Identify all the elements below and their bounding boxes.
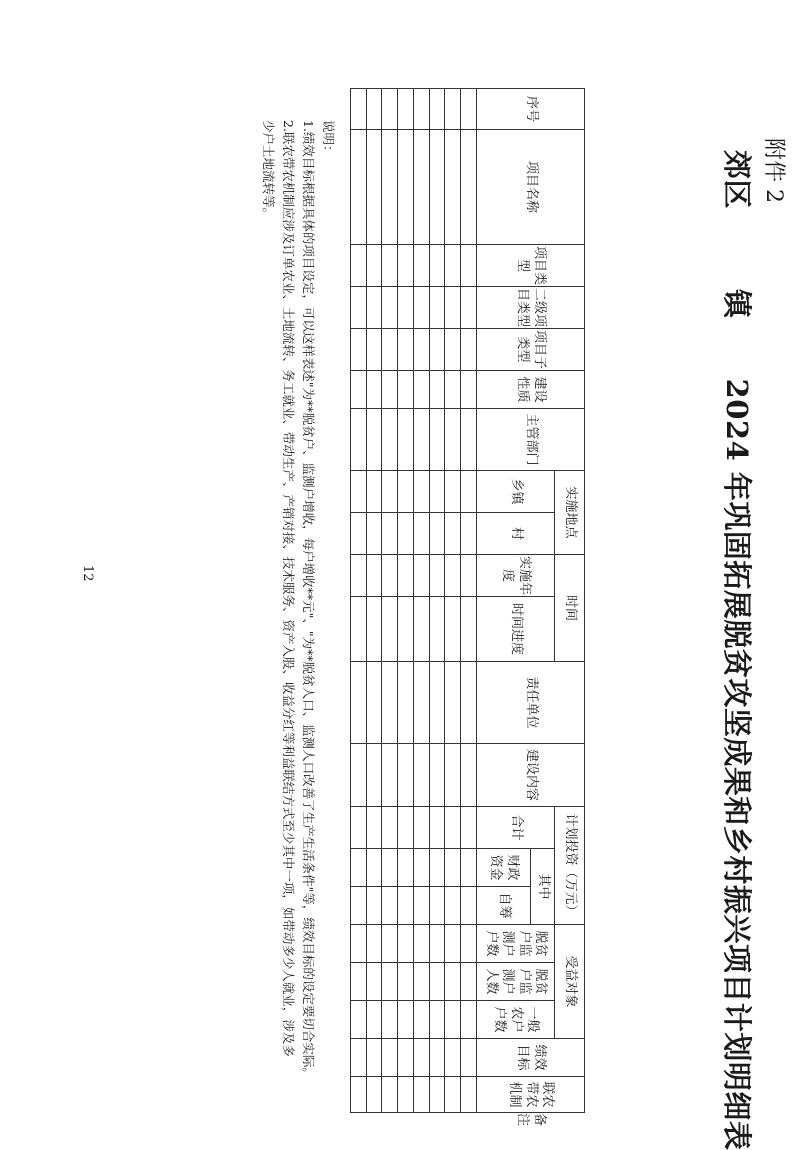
table-cell (429, 744, 445, 807)
table-cell (429, 555, 445, 597)
header-of-which: 其中 (531, 849, 555, 925)
table-cell (461, 555, 477, 597)
table-cell (398, 329, 414, 371)
table-cell (398, 887, 414, 925)
table-cell (366, 807, 382, 849)
table-cell (429, 963, 445, 1001)
notes-heading: 说明： (321, 120, 336, 158)
notes-line-2: 2.联农带农机制应涉及订单农业、土地流转、务工就业、带动生产、产销对接、技术服务、资产入股、收益分红等利益联结方式至少其中一项，如带动多少人就业，涉及多 (281, 120, 296, 1057)
table-cell (351, 1039, 367, 1077)
table-cell (382, 849, 398, 887)
header-self-raised: 自筹 (477, 887, 531, 925)
title-district: 郊区 (720, 150, 754, 210)
table-cell (445, 887, 461, 925)
table-cell (351, 555, 367, 597)
page-number: 12 (80, 565, 95, 582)
table-row (382, 89, 398, 1113)
header-beneficiaries: 受益对象 (555, 925, 585, 1039)
table-cell (445, 329, 461, 371)
header-total: 合计 (477, 807, 555, 849)
header-village: 村 (477, 513, 555, 555)
table-cell (382, 963, 398, 1001)
title-main: 2024 年巩固拓展脱贫攻坚成果和乡村振兴项目计划明细表 (720, 378, 754, 1150)
table-cell (414, 555, 430, 597)
table-cell (366, 887, 382, 925)
table-cell (445, 597, 461, 662)
table-row (461, 89, 477, 1113)
table-cell (461, 744, 477, 807)
table-row (398, 89, 414, 1113)
page-title (718, 150, 759, 1150)
table-cell (366, 245, 382, 287)
table-cell (414, 130, 430, 245)
table-cell (414, 371, 430, 409)
plan-table: 序号 项目名称 项目类型 二级项目类型 项目子类型 建设性质 主管部门 实施地点 时间 责任单位 建设内容 计划投资（万元） 受益对象 绩效目标 联农带农机制 备注 乡镇 村 实施年度 时间进度 合计 其中 脱贫户监测户户数 脱贫户监测户人数 一般农户户数 财政资金 自筹 (350, 88, 585, 1113)
notes (258, 120, 338, 1080)
table-cell (382, 471, 398, 513)
table-cell (461, 963, 477, 1001)
table-cell (429, 887, 445, 925)
table-cell (445, 130, 461, 245)
table-cell (382, 1077, 398, 1113)
table-cell (398, 409, 414, 471)
table-cell (461, 887, 477, 925)
header-performance: 绩效目标 (477, 1039, 585, 1077)
table-cell (429, 371, 445, 409)
table-cell (351, 744, 367, 807)
table-cell (429, 662, 445, 744)
table-cell (351, 513, 367, 555)
table-cell (445, 471, 461, 513)
header-location: 实施地点 (555, 471, 585, 555)
table-cell (461, 925, 477, 963)
table-cell (398, 245, 414, 287)
table-cell (429, 1077, 445, 1113)
table-cell (429, 849, 445, 887)
table-cell (366, 744, 382, 807)
table-cell (414, 89, 430, 130)
table-body (351, 89, 477, 1113)
table-cell (445, 287, 461, 329)
table-cell (366, 1001, 382, 1039)
table-cell (461, 89, 477, 130)
header-authority: 主管部门 (477, 409, 585, 471)
table-row (429, 89, 445, 1113)
table-cell (398, 849, 414, 887)
table-cell (445, 807, 461, 849)
table-cell (445, 925, 461, 963)
table-cell (366, 849, 382, 887)
table-cell (366, 89, 382, 130)
table-cell (382, 409, 398, 471)
table-cell (351, 1001, 367, 1039)
table-cell (398, 744, 414, 807)
table-cell (414, 662, 430, 744)
table-cell (398, 130, 414, 245)
table-cell (366, 329, 382, 371)
table-cell (414, 1077, 430, 1113)
table-cell (351, 887, 367, 925)
table-cell (366, 597, 382, 662)
table-cell (429, 1001, 445, 1039)
header-general: 一般农户户数 (477, 1001, 555, 1039)
table-cell (398, 1039, 414, 1077)
table-cell (351, 371, 367, 409)
table-cell (351, 287, 367, 329)
table-cell (429, 925, 445, 963)
header-secondary-type: 二级项目类型 (477, 287, 585, 329)
table-cell (382, 245, 398, 287)
table-cell (366, 471, 382, 513)
table-cell (398, 925, 414, 963)
table-cell (382, 597, 398, 662)
table-cell (429, 409, 445, 471)
table-cell (398, 963, 414, 1001)
header-construction-nature: 建设性质 (477, 371, 585, 409)
table-cell (414, 849, 430, 887)
table-cell (414, 471, 430, 513)
table-cell (351, 925, 367, 963)
table-cell (351, 130, 367, 245)
table-cell (351, 471, 367, 513)
table-cell (382, 555, 398, 597)
header-progress: 时间进度 (477, 597, 555, 662)
table-cell (445, 245, 461, 287)
table-cell (398, 807, 414, 849)
table-cell (382, 130, 398, 245)
table-cell (445, 744, 461, 807)
table-cell (382, 1039, 398, 1077)
table-cell (382, 513, 398, 555)
attachment-label: 附件 2 (761, 138, 786, 203)
header-mechanism: 联农带农机制 (477, 1077, 585, 1113)
table-cell (414, 287, 430, 329)
table-cell (429, 130, 445, 245)
table-cell (382, 371, 398, 409)
table-cell (366, 409, 382, 471)
table-cell (398, 597, 414, 662)
table-cell (461, 662, 477, 744)
table-cell (398, 662, 414, 744)
table-cell (429, 329, 445, 371)
table-row (366, 89, 382, 1113)
table-cell (445, 555, 461, 597)
table-row (445, 89, 461, 1113)
table-cell (382, 89, 398, 130)
table-cell (382, 887, 398, 925)
table-cell (445, 409, 461, 471)
table-cell (366, 555, 382, 597)
header-impl-year: 实施年度 (477, 555, 555, 597)
table-cell (461, 1077, 477, 1113)
table-cell (429, 1039, 445, 1077)
table-cell (429, 245, 445, 287)
table-cell (414, 245, 430, 287)
table-cell (366, 662, 382, 744)
table-cell (351, 245, 367, 287)
notes-line-1: 1.绩效目标根据具体的项目设定，可以这样表述"为**脱贫户、监测户增收，每户增收**元"、"为**脱贫人口、监测人口改善了生产生活条件"等，绩效目标的设定要切合实际。 (301, 120, 316, 1080)
table-cell (429, 807, 445, 849)
table-cell (366, 963, 382, 1001)
header-responsible-unit: 责任单位 (477, 662, 585, 744)
table-cell (445, 963, 461, 1001)
table-cell (414, 597, 430, 662)
table-cell (351, 1077, 367, 1113)
table-cell (461, 1001, 477, 1039)
header-project-type: 项目类型 (477, 245, 585, 287)
table-cell (366, 130, 382, 245)
table-cell (414, 807, 430, 849)
table-cell (414, 513, 430, 555)
table-cell (461, 130, 477, 245)
table-cell (445, 662, 461, 744)
header-township: 乡镇 (477, 471, 555, 513)
table-cell (461, 409, 477, 471)
table-cell (445, 371, 461, 409)
table-cell (445, 89, 461, 130)
table-cell (398, 513, 414, 555)
table-cell (461, 287, 477, 329)
table-cell (445, 1001, 461, 1039)
table-cell (461, 513, 477, 555)
table-cell (351, 849, 367, 887)
table-cell (461, 1039, 477, 1077)
table-cell (414, 887, 430, 925)
table-cell (429, 471, 445, 513)
table-cell (398, 471, 414, 513)
table-cell (382, 744, 398, 807)
header-households: 脱贫户监测户户数 (477, 925, 555, 963)
table-cell (382, 925, 398, 963)
notes-line-3: 少户土地流转等。 (261, 120, 276, 221)
header-project-name: 项目名称 (477, 130, 585, 245)
table-cell (398, 287, 414, 329)
table-cell (351, 662, 367, 744)
table-cell (366, 287, 382, 329)
table-cell (445, 849, 461, 887)
title-town: 镇 (720, 289, 754, 319)
table-cell (366, 1039, 382, 1077)
header-subtype: 项目子类型 (477, 329, 585, 371)
table-cell (414, 925, 430, 963)
table-cell (351, 409, 367, 471)
header-investment: 计划投资（万元） (555, 807, 585, 925)
table-cell (398, 1001, 414, 1039)
table-cell (366, 371, 382, 409)
table-cell (461, 245, 477, 287)
table-cell (366, 513, 382, 555)
header-time: 时间 (555, 555, 585, 662)
table-cell (351, 597, 367, 662)
table-cell (461, 849, 477, 887)
table-row (351, 89, 367, 1113)
table-cell (398, 371, 414, 409)
table-cell (366, 1077, 382, 1113)
table-cell (382, 287, 398, 329)
table-cell (429, 513, 445, 555)
table-cell (398, 89, 414, 130)
table-cell (429, 287, 445, 329)
table-cell (414, 329, 430, 371)
table-cell (351, 963, 367, 1001)
table-cell (445, 1077, 461, 1113)
table-cell (429, 597, 445, 662)
table-cell (461, 471, 477, 513)
table-cell (351, 807, 367, 849)
table-cell (382, 1001, 398, 1039)
table-cell (414, 963, 430, 1001)
table-cell (398, 1077, 414, 1113)
table-cell (445, 1039, 461, 1077)
table-cell (351, 89, 367, 130)
table-cell (351, 329, 367, 371)
header-seq: 序号 (477, 89, 585, 130)
table-cell (414, 409, 430, 471)
table-cell (382, 662, 398, 744)
table-cell (429, 89, 445, 130)
table-cell (366, 925, 382, 963)
table-row (414, 89, 430, 1113)
table-cell (461, 329, 477, 371)
table-cell (445, 513, 461, 555)
table-cell (382, 807, 398, 849)
table-cell (382, 329, 398, 371)
header-fiscal: 财政资金 (477, 849, 531, 887)
header-persons: 脱贫户监测户人数 (477, 963, 555, 1001)
table-cell (461, 597, 477, 662)
table-cell (414, 1039, 430, 1077)
table-cell (461, 371, 477, 409)
header-content: 建设内容 (477, 744, 585, 807)
table-cell (414, 1001, 430, 1039)
table-cell (461, 807, 477, 849)
table-cell (398, 555, 414, 597)
table-cell (414, 744, 430, 807)
